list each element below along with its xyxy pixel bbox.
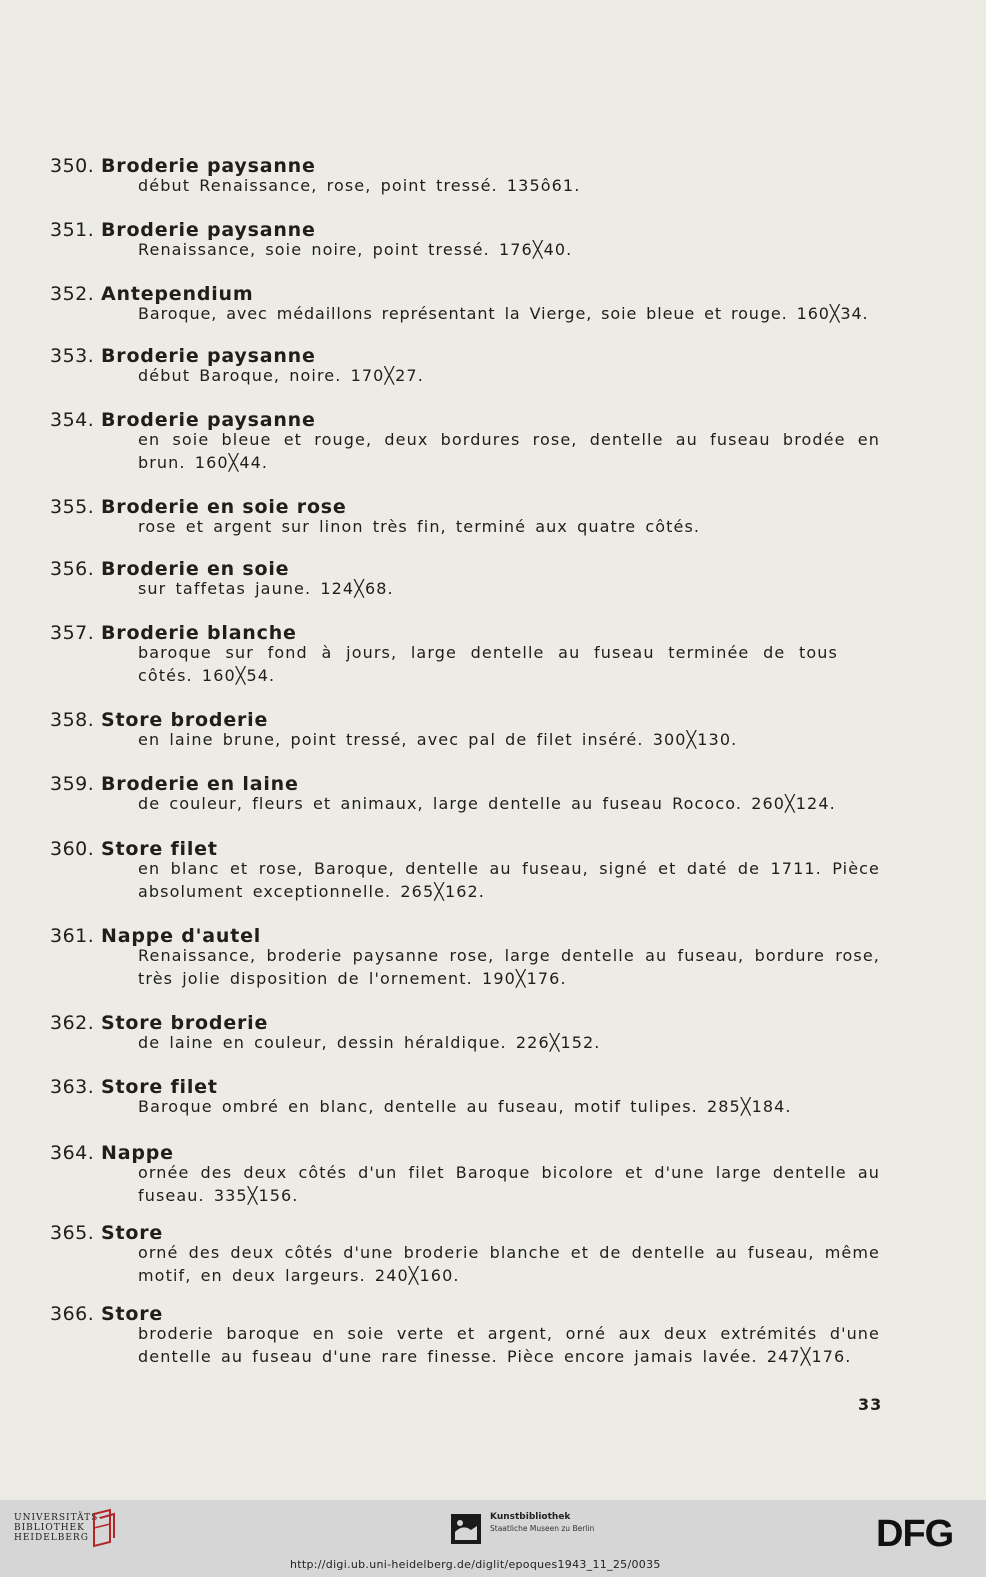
footer-bar [0,1500,986,1577]
entry-number: 362. [50,1012,95,1034]
entry-description: broderie baroque en soie verte et argent, orné aux deux extrémités d'une dentelle au fuseau d'une rare finesse. Pièce encore jamais lavée. 247╳176. [138,1324,880,1366]
entry-number: 355. [50,496,95,518]
entry-number: 363. [50,1076,95,1098]
entry-title: Broderie blanche [101,622,297,644]
entry-number: 366. [50,1303,95,1325]
entry-description: en laine brune, point tressé, avec pal de filet inséré. 300╳130. [138,730,738,749]
entry-number: 364. [50,1142,95,1164]
entry-title: Store [101,1222,164,1244]
page-number: 33 [858,1395,883,1414]
entry-number: 365. [50,1222,95,1244]
entry-number: 357. [50,622,95,644]
entry-number: 353. [50,345,95,367]
entry-description: de couleur, fleurs et animaux, large dentelle au fuseau Rococo. 260╳124. [138,794,836,813]
entry-number: 351. [50,219,95,241]
kunstbibliothek-subtitle: Staatliche Museen zu Berlin [490,1524,595,1533]
entry-description: début Renaissance, rose, point tressé. 135ô61. [138,176,581,195]
entry-description: en soie bleue et rouge, deux bordures rose, dentelle au fuseau brodée en brun. 160╳44. [138,430,880,472]
entry-number: 361. [50,925,95,947]
entry-title: Broderie en soie rose [101,496,347,518]
entry-title: Broderie paysanne [101,155,316,177]
kunstbibliothek-title: Kunstbibliothek [490,1512,571,1522]
entry-description: orné des deux côtés d'une broderie blanche et de dentelle au fuseau, même motif, en deux largeurs. 240╳160. [138,1243,880,1285]
entry-title: Broderie en soie [101,558,290,580]
entry-description: sur taffetas jaune. 124╳68. [138,579,394,598]
entry-title: Store filet [101,1076,218,1098]
entry-title: Store broderie [101,1012,269,1034]
entry-title: Antependium [101,283,254,305]
entry-number: 354. [50,409,95,431]
entry-description: Baroque ombré en blanc, dentelle au fuseau, motif tulipes. 285╳184. [138,1097,792,1116]
entry-number: 359. [50,773,95,795]
entry-title: Store [101,1303,164,1325]
entry-title: Store broderie [101,709,269,731]
university-mark-icon [90,1508,118,1548]
kunstbibliothek-mark-icon [451,1514,481,1544]
entry-title: Nappe d'autel [101,925,262,947]
entry-number: 350. [50,155,95,177]
entry-description: début Baroque, noire. 170╳27. [138,366,424,385]
entry-number: 360. [50,838,95,860]
entry-number: 358. [50,709,95,731]
entry-description: de laine en couleur, dessin héraldique. 226╳152. [138,1033,601,1052]
entry-title: Broderie paysanne [101,345,316,367]
university-logo-line: BIBLIOTHEK [14,1523,85,1533]
entry-description: Baroque, avec médaillons représentant la Vierge, soie bleue et rouge. 160╳34. [138,304,869,323]
entry-title: Broderie paysanne [101,409,316,431]
entry-title: Broderie paysanne [101,219,316,241]
entry-title: Store filet [101,838,218,860]
entry-description: rose et argent sur linon très fin, terminé aux quatre côtés. [138,517,701,536]
entry-description: ornée des deux côtés d'un filet Baroque bicolore et d'une large dentelle au fuseau. 335╳156. [138,1163,880,1205]
entry-title: Nappe [101,1142,174,1164]
entry-description: baroque sur fond à jours, large dentelle au fuseau terminée de tous côtés. 160╳54. [138,643,838,685]
source-url-link[interactable]: http://digi.ub.uni-heidelberg.de/diglit/epoques1943_11_25/0035 [290,1558,661,1571]
entry-description: Renaissance, broderie paysanne rose, large dentelle au fuseau, bordure rose, très jolie disposition de l'ornement. 190╳176. [138,946,880,988]
dfg-logo[interactable] [876,1512,972,1552]
entry-number: 356. [50,558,95,580]
entry-description: en blanc et rose, Baroque, dentelle au fuseau, signé et daté de 1711. Pièce absolument exceptionnelle. 265╳162. [138,859,880,901]
university-logo-line: UNIVERSITÄTS- [14,1513,103,1523]
entry-number: 352. [50,283,95,305]
university-logo-line: HEIDELBERG [14,1533,89,1543]
entry-description: Renaissance, soie noire, point tressé. 176╳40. [138,240,573,259]
dfg-logo-text: DFG [876,1513,954,1552]
kunstbibliothek-logo[interactable] [490,1511,594,1534]
entry-title: Broderie en laine [101,773,299,795]
